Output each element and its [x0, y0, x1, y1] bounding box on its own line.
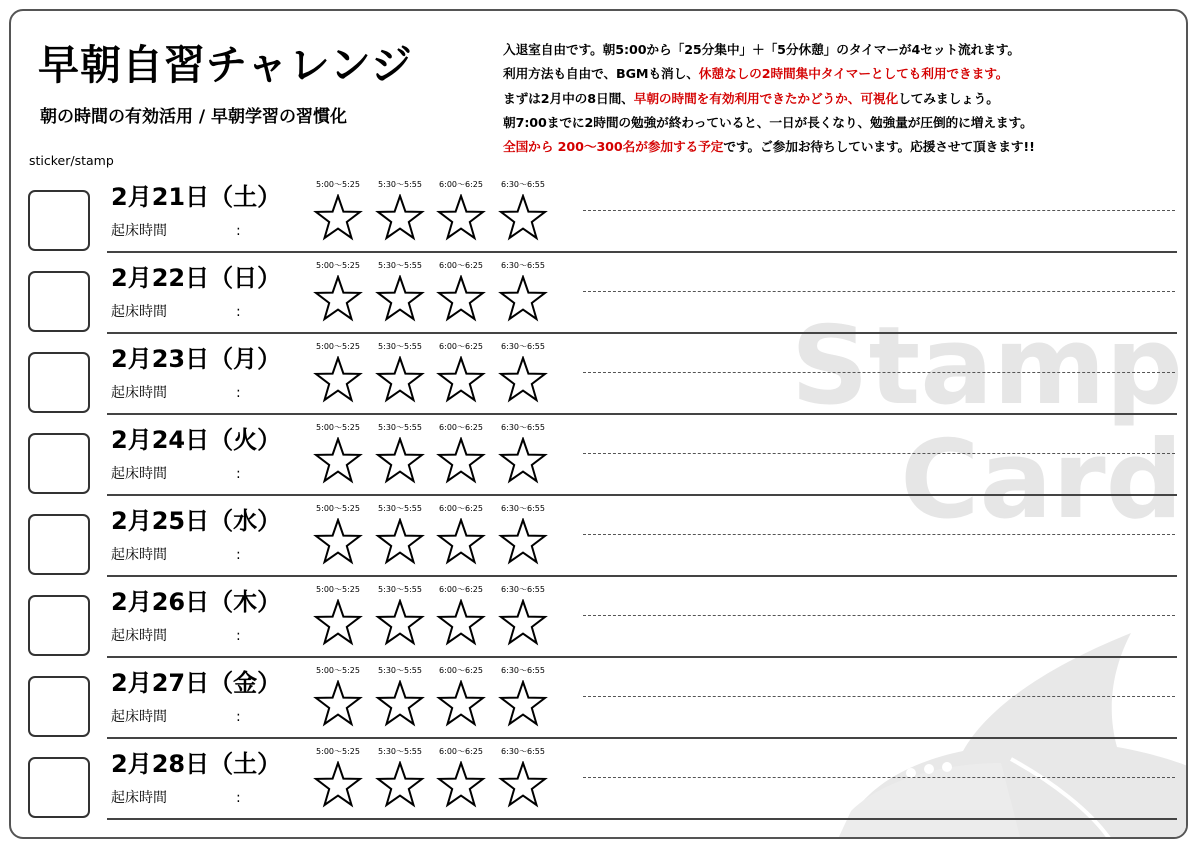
- sticker-box[interactable]: [28, 352, 90, 413]
- info-line-5-highlight: 全国から 200～300名が参加する予定: [503, 139, 724, 155]
- star-icon[interactable]: [436, 356, 486, 406]
- row-divider: [107, 251, 1177, 253]
- sticker-caption: sticker/stamp: [29, 153, 114, 168]
- day-row: [11, 504, 1188, 585]
- slot-time-label: 6:00～6:25: [439, 666, 483, 675]
- info-line-2: [503, 62, 1035, 86]
- memo-line[interactable]: [583, 210, 1175, 211]
- star-icon[interactable]: [313, 437, 363, 487]
- star-icon[interactable]: [498, 761, 548, 811]
- star-icon[interactable]: [313, 599, 363, 649]
- sticker-box[interactable]: [28, 676, 90, 737]
- info-line-5: [503, 135, 1035, 159]
- star-icon[interactable]: [375, 518, 425, 568]
- day-date: 2月25日（水）: [111, 507, 282, 535]
- star-icon[interactable]: [375, 275, 425, 325]
- slot-time-label: 5:00～5:25: [316, 342, 360, 351]
- day-row: [11, 585, 1188, 666]
- row-divider: [107, 332, 1177, 334]
- wake-time-label: 起床時間: [111, 304, 167, 320]
- row-divider: [107, 818, 1177, 820]
- star-icon[interactable]: [436, 761, 486, 811]
- memo-line[interactable]: [583, 291, 1175, 292]
- day-date: 2月26日（木）: [111, 588, 282, 616]
- slot-time-label: 6:00～6:25: [439, 261, 483, 270]
- slot-time-label: 6:30～6:55: [501, 747, 545, 756]
- slot-time-label: 5:30～5:55: [378, 423, 422, 432]
- sticker-box[interactable]: [28, 514, 90, 575]
- slot-time-label: 6:30～6:55: [501, 261, 545, 270]
- slot-time-label: 6:00～6:25: [439, 504, 483, 513]
- wake-time-field[interactable]: :: [236, 547, 241, 563]
- info-line-2-highlight: 休憩なしの2時間集中タイマーとしても利用できます。: [698, 66, 1009, 82]
- star-icon[interactable]: [436, 518, 486, 568]
- slot-time-label: 5:00～5:25: [316, 423, 360, 432]
- star-icon[interactable]: [375, 194, 425, 244]
- slot-time-label: 6:00～6:25: [439, 423, 483, 432]
- slot-time-label: 5:30～5:55: [378, 342, 422, 351]
- star-icon[interactable]: [498, 194, 548, 244]
- star-icon[interactable]: [436, 194, 486, 244]
- row-divider: [107, 413, 1177, 415]
- star-icon[interactable]: [313, 761, 363, 811]
- wake-time-field[interactable]: :: [236, 385, 241, 401]
- sticker-box[interactable]: [28, 271, 90, 332]
- wake-time-field[interactable]: :: [236, 223, 241, 239]
- star-icon[interactable]: [375, 680, 425, 730]
- slot-time-label: 5:30～5:55: [378, 504, 422, 513]
- wake-time-field[interactable]: :: [236, 628, 241, 644]
- wake-time-label: 起床時間: [111, 709, 167, 725]
- page-subtitle: 朝の時間の有効活用 / 早朝学習の習慣化: [40, 107, 348, 127]
- wake-time-field[interactable]: :: [236, 709, 241, 725]
- day-row: [11, 261, 1188, 342]
- info-line-3: [503, 87, 1035, 111]
- wake-time-field[interactable]: :: [236, 304, 241, 320]
- row-divider: [107, 575, 1177, 577]
- star-icon[interactable]: [375, 437, 425, 487]
- slot-time-label: 6:30～6:55: [501, 666, 545, 675]
- star-icon[interactable]: [375, 599, 425, 649]
- info-line-5-text: です。ご参加お待ちしています。応援させて頂きます!!: [723, 139, 1035, 155]
- day-row: [11, 180, 1188, 261]
- sticker-box[interactable]: [28, 190, 90, 251]
- day-date: 2月22日（日）: [111, 264, 282, 292]
- slot-time-label: 6:00～6:25: [439, 585, 483, 594]
- watermark-card-text: Card: [900, 418, 1183, 543]
- wake-time-field[interactable]: :: [236, 466, 241, 482]
- day-row: [11, 423, 1188, 504]
- slot-time-label: 6:00～6:25: [439, 747, 483, 756]
- wake-time-label: 起床時間: [111, 223, 167, 239]
- wake-time-label: 起床時間: [111, 547, 167, 563]
- wake-time-label: 起床時間: [111, 628, 167, 644]
- slot-time-label: 5:30～5:55: [378, 180, 422, 189]
- row-divider: [107, 656, 1177, 658]
- info-line-3-text: まずは2月中の8日間、: [503, 90, 634, 106]
- memo-line[interactable]: [583, 696, 1175, 697]
- wake-time-label: 起床時間: [111, 385, 167, 401]
- row-divider: [107, 494, 1177, 496]
- slot-time-label: 6:30～6:55: [501, 423, 545, 432]
- star-icon[interactable]: [313, 194, 363, 244]
- slot-time-label: 6:30～6:55: [501, 504, 545, 513]
- star-icon[interactable]: [498, 356, 548, 406]
- memo-line[interactable]: [583, 777, 1175, 778]
- star-icon[interactable]: [436, 680, 486, 730]
- stamp-card: [9, 9, 1188, 839]
- slot-time-label: 5:30～5:55: [378, 666, 422, 675]
- slot-time-label: 5:00～5:25: [316, 504, 360, 513]
- star-icon[interactable]: [436, 599, 486, 649]
- star-icon[interactable]: [313, 518, 363, 568]
- star-icon[interactable]: [436, 275, 486, 325]
- wake-time-label: 起床時間: [111, 790, 167, 806]
- wake-time-label: 起床時間: [111, 466, 167, 482]
- slot-time-label: 5:00～5:25: [316, 180, 360, 189]
- memo-line[interactable]: [583, 615, 1175, 616]
- memo-line[interactable]: [583, 372, 1175, 373]
- star-icon[interactable]: [375, 356, 425, 406]
- sticker-box[interactable]: [28, 595, 90, 656]
- slot-time-label: 5:30～5:55: [378, 747, 422, 756]
- day-row: [11, 342, 1188, 423]
- star-icon[interactable]: [498, 680, 548, 730]
- star-icon[interactable]: [498, 518, 548, 568]
- slot-time-label: 6:30～6:55: [501, 585, 545, 594]
- slot-time-label: 6:00～6:25: [439, 180, 483, 189]
- day-date: 2月28日（土）: [111, 750, 282, 778]
- slot-time-label: 5:00～5:25: [316, 261, 360, 270]
- slot-time-label: 6:00～6:25: [439, 342, 483, 351]
- info-line-3-tail: してみましょう。: [898, 90, 999, 106]
- star-icon[interactable]: [313, 680, 363, 730]
- info-line-2-text: 利用方法も自由で、BGMも消し、: [503, 66, 699, 82]
- day-date: 2月27日（金）: [111, 669, 282, 697]
- day-row: [11, 666, 1188, 747]
- wake-time-field[interactable]: :: [236, 790, 241, 806]
- sticker-box[interactable]: [28, 433, 90, 494]
- star-icon[interactable]: [436, 437, 486, 487]
- star-icon[interactable]: [498, 599, 548, 649]
- star-icon[interactable]: [498, 437, 548, 487]
- star-icon[interactable]: [313, 356, 363, 406]
- sticker-box[interactable]: [28, 757, 90, 818]
- slot-time-label: 5:00～5:25: [316, 585, 360, 594]
- day-date: 2月23日（月）: [111, 345, 282, 373]
- info-line-4: 朝7:00までに2時間の勉強が終わっていると、一日が長くなり、勉強量が圧倒的に増えます。: [503, 114, 1033, 130]
- day-row: [11, 747, 1188, 828]
- slot-time-label: 5:30～5:55: [378, 585, 422, 594]
- star-icon[interactable]: [498, 275, 548, 325]
- day-date: 2月24日（火）: [111, 426, 282, 454]
- page-title: 早朝自習チャレンジ: [38, 41, 413, 89]
- slot-time-label: 6:30～6:55: [501, 342, 545, 351]
- info-text-block: [503, 38, 1035, 159]
- slot-time-label: 5:00～5:25: [316, 666, 360, 675]
- day-date: 2月21日（土）: [111, 183, 282, 211]
- star-icon[interactable]: [375, 761, 425, 811]
- slot-time-label: 6:30～6:55: [501, 180, 545, 189]
- info-line-1: 入退室自由です。朝5:00から「25分集中」＋「5分休憩」のタイマーが4セット流れます。: [503, 42, 1020, 57]
- slot-time-label: 5:30～5:55: [378, 261, 422, 270]
- info-line-3-highlight: 早朝の時間を有効利用できたかどうか、可視化: [633, 90, 899, 106]
- watermark-stamp-text: Stamp: [790, 304, 1183, 429]
- slot-time-label: 5:00～5:25: [316, 747, 360, 756]
- memo-line[interactable]: [583, 534, 1175, 535]
- memo-line[interactable]: [583, 453, 1175, 454]
- row-divider: [107, 737, 1177, 739]
- star-icon[interactable]: [313, 275, 363, 325]
